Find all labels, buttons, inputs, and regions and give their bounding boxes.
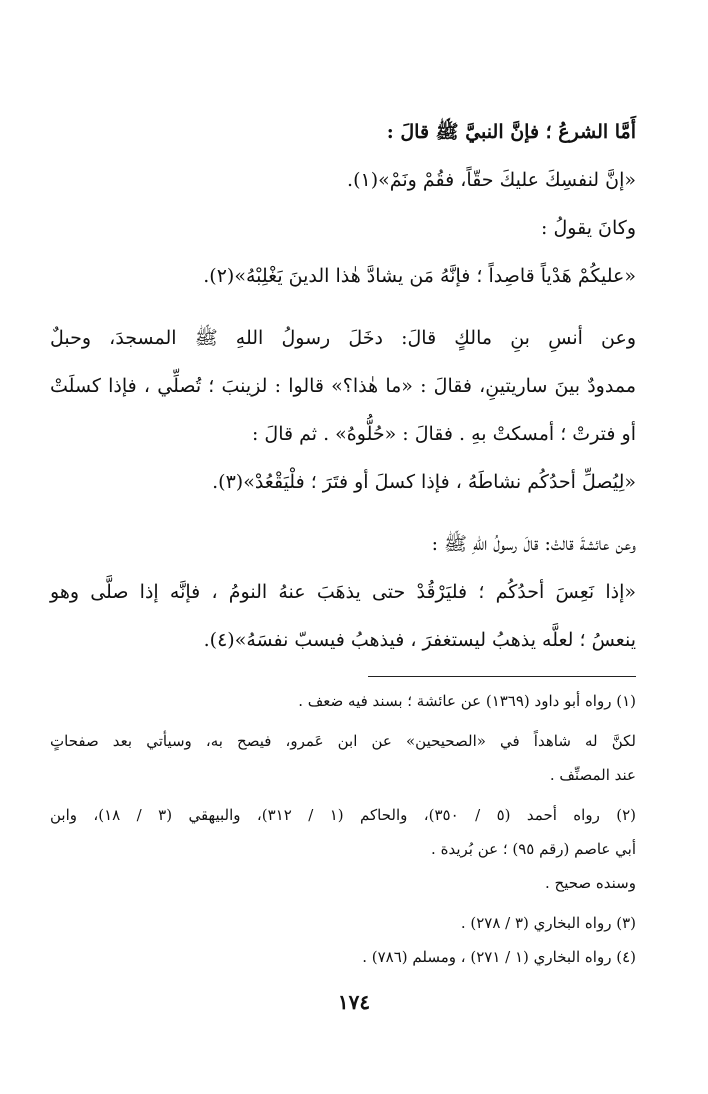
- footnote-line: عند المصنِّف .: [549, 766, 636, 784]
- footnote-line: (١) رواه أبو داود (١٣٦٩) عن عائشة ؛ بسند فيه ضعف .: [298, 692, 636, 710]
- footnotes: [50, 684, 636, 974]
- footnote-divider: [368, 676, 636, 677]
- text-line: «إنَّ لنفسِكَ عليكَ حقّاً، فقُمْ ونَمْ»(١).: [347, 169, 636, 191]
- text-line-content: أَمَّا الشرعُ ؛ فإنَّ النبيَّ ﷺ قالَ :: [386, 121, 636, 143]
- main-text: [50, 108, 636, 664]
- footnote-line: أبي عاصم (رقم ٩٥) ؛ عن بُريدة .: [431, 840, 636, 858]
- footnote-line: لكنَّ له شاهداً في «الصحيحين» عن ابن عَمرو، فيصح به، وسيأتي بعد صفحاتٍ: [50, 732, 636, 750]
- footnote-line: (٢) رواه أحمد (٥ / ٣٥٠)، والحاكم (١ / ٣١٢)، والبيهقي (٣ / ١٨)، وابن: [50, 806, 636, 824]
- text-line: «عليكُمْ هَدْياً قاصِداً ؛ فإنَّهُ مَن يشادَّ هٰذا الدينَ يَغْلِبْهُ»(٢).: [203, 265, 636, 287]
- text-line: أو فترتْ ؛ أمسكتْ بهِ . فقالَ : «حُلُّوهُ» . ثم قالَ :: [251, 423, 636, 445]
- text-line: ينعسُ ؛ لعلَّه يذهبُ ليستغفرَ ، فيذهبُ فيسبّ نفسَهُ»(٤).: [203, 629, 636, 651]
- footnote-line: وسنده صحيح .: [544, 874, 636, 892]
- page-number: ١٧٤: [337, 990, 371, 1014]
- footnote-line: (٤) رواه البخاري (١ / ٢٧١) ، ومسلم (٧٨٦) .: [362, 948, 636, 966]
- text-line: «لِيُصلِّ أحدُكُم نشاطَهُ ، فإذا كسلَ أو فتَرَ ؛ فلْيَقْعُدْ»(٣).: [212, 471, 636, 493]
- text-line: [50, 108, 636, 156]
- text-line: وعن أنسِ بنِ مالكٍ قالَ: دخَلَ رسولُ اللهِ ﷺ المسجدَ، وحبلٌ: [50, 327, 636, 349]
- text-line: وكانَ يقولُ :: [541, 217, 636, 239]
- text-line: «إذا نَعِسَ أحدُكُم ؛ فليَرْقُدْ حتى يذهَبَ عنهُ النومُ ، فإنَّه إذا صلَّى وهو: [50, 581, 636, 603]
- text-line: وعن عائشةَ قالتْ: قالَ رسولُ اللهِ ﷺ :: [431, 533, 636, 555]
- text-line: ممدودٌ بينَ ساريتينِ، فقالَ : «ما هٰذا؟» قالوا : لزينبَ ؛ تُصلِّي ، فإذا كسلَتْ: [50, 375, 636, 397]
- footnote-line: (٣) رواه البخاري (٣ / ٢٧٨) .: [460, 914, 636, 932]
